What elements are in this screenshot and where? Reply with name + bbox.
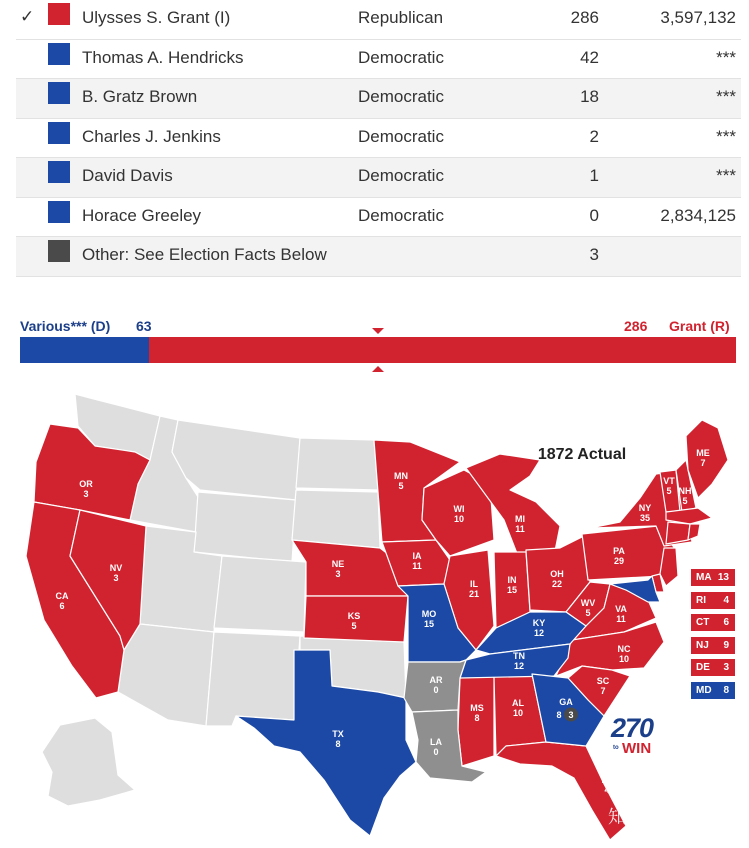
electoral-votes: 18 (580, 87, 599, 106)
state-ev-MN: 5 (398, 481, 404, 491)
midpoint-marker-bottom-icon (371, 365, 385, 373)
results-table (16, 0, 741, 277)
state-ev-IL: 21 (468, 589, 480, 599)
popular-votes: *** (716, 87, 736, 106)
state-label-ME: ME (696, 448, 710, 458)
state-ND[interactable] (296, 438, 378, 490)
popular-votes: 3,597,132 (660, 8, 736, 27)
state-ev-CA: 6 (59, 601, 65, 611)
state-ev-KY: 12 (533, 628, 545, 638)
state-label-IN: IN (507, 575, 517, 585)
electoral-votes: 1 (589, 166, 599, 185)
logo-to: to (613, 745, 619, 751)
state-AZ[interactable] (118, 624, 214, 726)
candidate-name: Ulysses S. Grant (I) (82, 8, 231, 27)
dem-bar-fill (20, 337, 149, 363)
state-ev-SC: 7 (600, 686, 606, 696)
state-ev-MI: 11 (515, 524, 525, 534)
candidate-party: Democratic (358, 205, 444, 225)
state-label-NV: NV (109, 563, 123, 573)
state-ev-NV: 3 (113, 573, 119, 583)
small-state-box[interactable] (691, 637, 735, 654)
state-label-NY: NY (638, 503, 652, 513)
state-label-IL: IL (470, 579, 478, 589)
electoral-map (0, 380, 749, 848)
candidate-party: Democratic (358, 47, 444, 67)
candidate-row[interactable] (16, 237, 741, 277)
state-ev-TN: 12 (513, 661, 525, 671)
state-ev-NH: 5 (682, 496, 688, 506)
state-ev-MO: 15 (423, 619, 435, 629)
popular-votes: *** (716, 126, 736, 146)
state-label-MS: MS (470, 703, 484, 713)
state-label-MN: MN (394, 471, 408, 481)
candidate-name: Other: See Election Facts Below (82, 245, 327, 264)
party-color-swatch (48, 201, 70, 223)
dem-bar-label: Various*** (D) (20, 318, 111, 334)
party-color-swatch (48, 43, 70, 65)
small-state-box[interactable] (691, 569, 735, 586)
state-ev-AR: 0 (433, 685, 439, 695)
candidate-party: Republican (358, 8, 444, 27)
watermark: 知乎 @鹿鸣 (608, 807, 704, 828)
midpoint-marker-top-icon (371, 327, 385, 335)
state-ev-WV: 5 (585, 608, 591, 618)
state-label-MI: MI (515, 514, 525, 524)
state-label-GA: GA (559, 697, 573, 707)
state-label-NC: NC (617, 644, 631, 654)
state-label-OR: OR (79, 479, 93, 489)
candidate-row[interactable] (16, 0, 741, 40)
map-title: 1872 Actual (537, 446, 627, 463)
candidate-party: Democratic (358, 166, 444, 185)
state-label-VT: VT (663, 476, 675, 486)
small-state-box[interactable] (691, 659, 735, 676)
state-ev-NE: 3 (335, 569, 341, 579)
state-label-OH: OH (550, 569, 564, 579)
candidate-name: David Davis (82, 166, 173, 185)
party-color-swatch (48, 122, 70, 144)
state-NM[interactable] (206, 632, 300, 726)
state-WY[interactable] (194, 492, 296, 562)
electoral-votes: 42 (580, 47, 599, 67)
party-color-swatch (48, 240, 70, 262)
state-label-SC: SC (596, 676, 610, 686)
small-state-abbr: NJ (696, 639, 709, 651)
candidate-row[interactable] (16, 119, 741, 159)
small-state-ev: 3 (723, 662, 729, 673)
state-label-VA: VA (615, 604, 627, 614)
state-label-WI: WI (453, 504, 465, 514)
party-color-swatch (48, 3, 70, 25)
electoral-votes: 286 (570, 8, 599, 27)
state-NJ[interactable] (660, 548, 678, 586)
state-ev-PA: 29 (613, 556, 625, 566)
small-state-abbr: DE (696, 662, 710, 673)
small-state-box[interactable] (691, 614, 735, 631)
candidate-name: B. Gratz Brown (82, 87, 198, 106)
state-SD[interactable] (292, 490, 380, 548)
popular-votes: *** (716, 47, 736, 67)
small-states-legend (691, 569, 735, 704)
candidate-name: Horace Greeley (82, 205, 202, 225)
small-state-ev: 8 (723, 684, 729, 696)
ev-bar-track (20, 337, 736, 363)
state-ev-TX: 8 (335, 739, 341, 749)
state-ev-KS: 5 (351, 621, 357, 631)
state-CO[interactable] (214, 556, 306, 632)
electoral-votes: 0 (589, 205, 599, 225)
state-ME[interactable] (686, 420, 728, 498)
state-label-LA: LA (430, 737, 442, 747)
small-state-box[interactable] (691, 682, 735, 699)
logo-win: WIN (622, 740, 652, 757)
logo-number: 270 (611, 713, 654, 743)
party-color-swatch (48, 161, 70, 183)
state-ev-AL: 10 (512, 708, 524, 718)
state-ev-IN: 15 (506, 585, 518, 595)
rep-bar-value: 286 (624, 318, 648, 334)
small-state-ev: 9 (723, 639, 729, 651)
state-label-TN: TN (513, 651, 525, 661)
state-ev-VT: 5 (666, 486, 672, 496)
small-state-ev: 4 (723, 594, 729, 606)
candidate-row[interactable] (16, 79, 741, 119)
us-map (0, 380, 749, 848)
small-state-box[interactable] (691, 592, 735, 609)
state-ev-ME: 7 (700, 458, 706, 468)
state-label-MO: MO (421, 609, 437, 619)
small-state-abbr: MA (696, 572, 712, 583)
state-ev-LA: 0 (433, 747, 439, 757)
state-AK[interactable] (42, 718, 135, 806)
small-state-abbr: MD (696, 684, 712, 696)
candidate-row[interactable] (16, 198, 741, 238)
state-CT[interactable] (666, 522, 690, 544)
state-ev-NC: 10 (618, 654, 630, 664)
state-ev-MS: 8 (474, 713, 480, 723)
state-label-WV: WV (580, 598, 596, 608)
candidate-row[interactable] (16, 40, 741, 80)
state-label-NH: NH (678, 486, 692, 496)
state-other-ev-GA: 3 (568, 710, 574, 720)
site-logo[interactable] (611, 713, 671, 757)
state-label-PA: PA (613, 546, 625, 556)
small-state-ev: 6 (723, 617, 729, 628)
dem-bar-value: 63 (136, 318, 152, 334)
state-ev-OH: 22 (551, 579, 563, 589)
state-ev-VA: 11 (616, 614, 626, 624)
small-state-abbr: RI (696, 594, 706, 606)
state-ev-IA: 11 (412, 561, 422, 571)
state-label-AR: AR (429, 675, 443, 685)
state-RI[interactable] (688, 524, 700, 540)
state-label-AL: AL (512, 698, 524, 708)
state-ev-NY: 35 (639, 513, 651, 523)
state-label-FL: FL (601, 775, 613, 785)
state-ev-FL: 4 (604, 785, 610, 795)
state-label-NE: NE (331, 559, 345, 569)
state-ev-GA: 8 (556, 710, 562, 720)
state-label-IA: IA (412, 551, 422, 561)
electoral-votes: 2 (589, 126, 599, 146)
state-label-KS: KS (347, 611, 361, 621)
popular-votes: 2,834,125 (660, 205, 736, 225)
small-state-abbr: CT (696, 617, 710, 628)
state-ev-OR: 3 (83, 489, 89, 499)
state-label-CA: CA (55, 591, 69, 601)
electoral-vote-bar (20, 316, 736, 376)
candidate-name: Thomas A. Hendricks (82, 47, 244, 67)
candidate-row[interactable] (16, 158, 741, 198)
winner-check-icon: ✓ (20, 7, 35, 26)
electoral-votes: 3 (589, 245, 599, 264)
state-ev-WI: 10 (453, 514, 465, 524)
state-label-TX: TX (332, 729, 344, 739)
small-state-ev: 13 (717, 572, 729, 583)
popular-votes: *** (716, 166, 736, 185)
party-color-swatch (48, 82, 70, 104)
rep-bar-label: Grant (R) (669, 318, 730, 334)
candidate-name: Charles J. Jenkins (82, 126, 221, 146)
state-label-KY: KY (532, 618, 546, 628)
candidate-party: Democratic (358, 87, 444, 106)
candidate-party: Democratic (358, 126, 444, 146)
